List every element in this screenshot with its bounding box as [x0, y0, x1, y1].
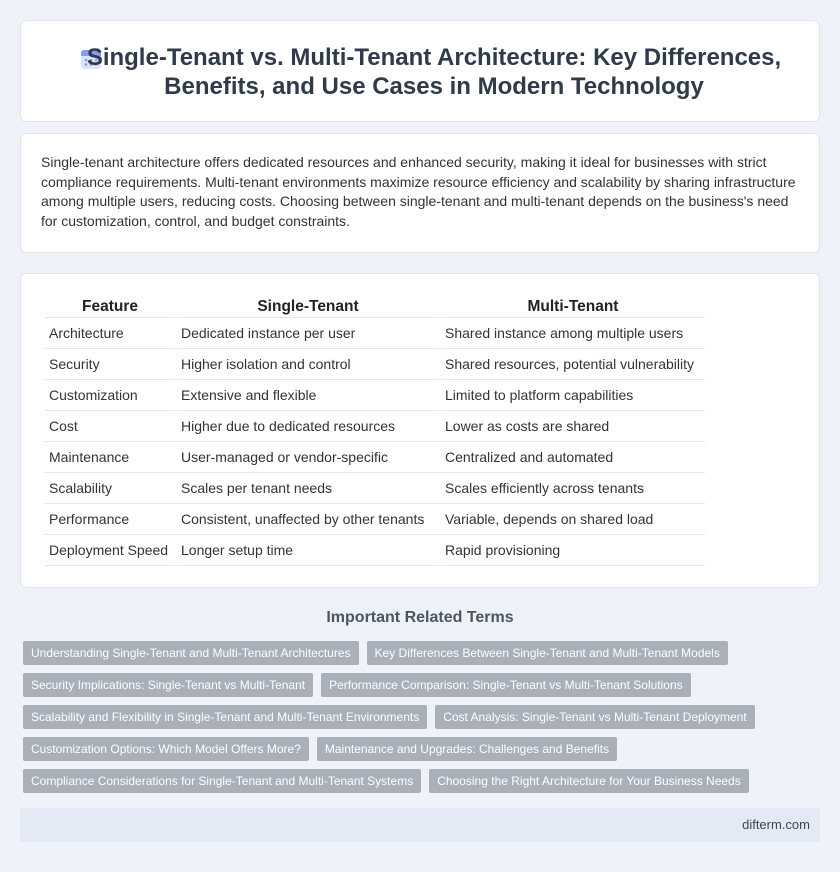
comparison-table [43, 296, 707, 566]
column-header: Feature [45, 296, 175, 318]
column-header: Single-Tenant [177, 296, 439, 318]
table-cell: Deployment Speed [45, 535, 175, 566]
comparison-table-card [20, 273, 820, 588]
table-cell: Longer setup time [177, 535, 439, 566]
table-row [45, 504, 705, 535]
table-cell: Scalability [45, 473, 175, 504]
table-cell: Scales efficiently across tenants [441, 473, 705, 504]
table-row [45, 349, 705, 380]
summary-card [20, 133, 820, 253]
table-header-row [45, 296, 705, 318]
table-cell: Cost [45, 411, 175, 442]
related-term-link[interactable]: Cost Analysis: Single-Tenant vs Multi-Tenant Deployment [435, 705, 754, 729]
table-cell: Dedicated instance per user [177, 318, 439, 349]
related-term-link[interactable]: Compliance Considerations for Single-Tenant and Multi-Tenant Systems [23, 769, 421, 793]
related-term-link[interactable]: Understanding Single-Tenant and Multi-Tenant Architectures [23, 641, 359, 665]
table-cell: Variable, depends on shared load [441, 504, 705, 535]
table-cell: Lower as costs are shared [441, 411, 705, 442]
page-title: Single-Tenant vs. Multi-Tenant Architecture: Key Differences, Benefits, and Use Cases in Modern Technology [86, 44, 782, 100]
table-cell: Shared instance among multiple users [441, 318, 705, 349]
table-cell: Centralized and automated [441, 442, 705, 473]
table-cell: Scales per tenant needs [177, 473, 439, 504]
related-term-link[interactable]: Performance Comparison: Single-Tenant vs Multi-Tenant Solutions [321, 673, 691, 697]
related-term-link[interactable]: Choosing the Right Architecture for Your Business Needs [429, 769, 749, 793]
table-row [45, 442, 705, 473]
site-link[interactable]: difterm.com [742, 817, 810, 832]
table-cell: Security [45, 349, 175, 380]
related-term-link[interactable]: Key Differences Between Single-Tenant and Multi-Tenant Models [367, 641, 728, 665]
related-term-link[interactable]: Customization Options: Which Model Offers More? [23, 737, 309, 761]
table-row [45, 318, 705, 349]
table-cell: Performance [45, 504, 175, 535]
table-cell: Architecture [45, 318, 175, 349]
related-term-link[interactable]: Maintenance and Upgrades: Challenges and Benefits [317, 737, 617, 761]
table-row [45, 380, 705, 411]
related-terms-list [23, 641, 813, 793]
table-cell: Maintenance [45, 442, 175, 473]
column-header: Multi-Tenant [441, 296, 705, 318]
footer [20, 808, 820, 842]
related-term-link[interactable]: Scalability and Flexibility in Single-Tenant and Multi-Tenant Environments [23, 705, 427, 729]
related-term-link[interactable]: Security Implications: Single-Tenant vs Multi-Tenant [23, 673, 313, 697]
table-row [45, 535, 705, 566]
related-terms-title: Important Related Terms [326, 609, 514, 626]
summary-text: Single-tenant architecture offers dedicated resources and enhanced security, making it ideal for businesses with strict compliance requirements. Multi-tenant environments maximize resource efficiency and scalability by sharing infrastructure among multiple users, reducing costs. Choosing between single-tenant and multi-tenant depends on the business's need for customization, control, and budget constraints. [41, 154, 796, 229]
table-row [45, 473, 705, 504]
table-cell: Shared resources, potential vulnerability [441, 349, 705, 380]
header-card [20, 20, 820, 122]
table-cell: Consistent, unaffected by other tenants [177, 504, 439, 535]
table-cell: Limited to platform capabilities [441, 380, 705, 411]
table-row [45, 411, 705, 442]
table-cell: Rapid provisioning [441, 535, 705, 566]
table-cell: Higher isolation and control [177, 349, 439, 380]
table-cell: User-managed or vendor-specific [177, 442, 439, 473]
table-cell: Extensive and flexible [177, 380, 439, 411]
table-cell: Customization [45, 380, 175, 411]
table-cell: Higher due to dedicated resources [177, 411, 439, 442]
